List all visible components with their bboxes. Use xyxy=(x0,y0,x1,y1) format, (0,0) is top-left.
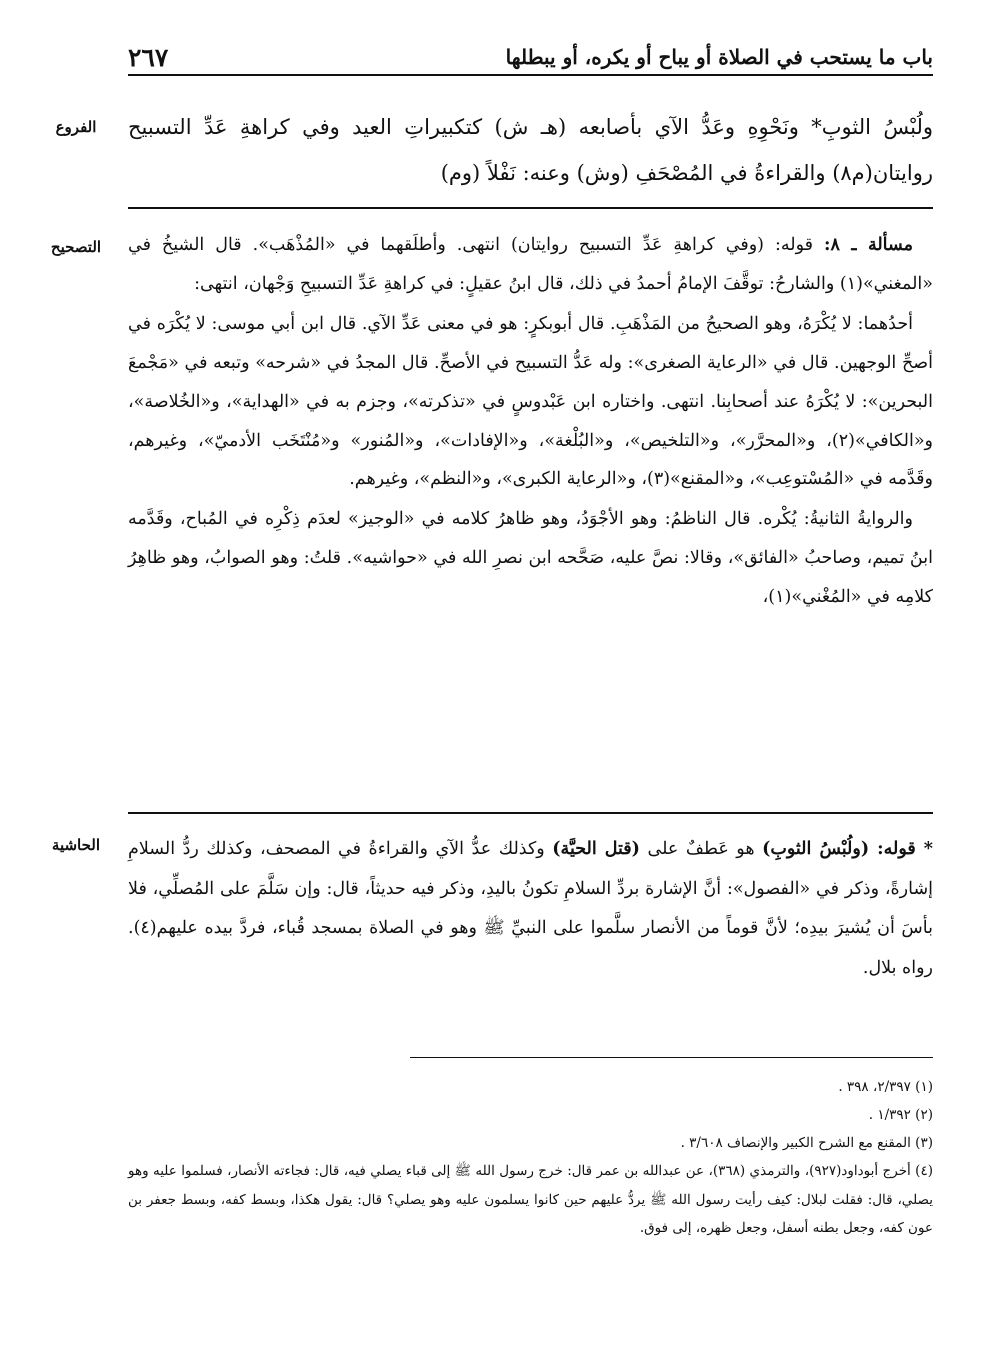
footnote-3: (٣) المقنع مع الشرح الكبير والإنصاف ٣/٦٠٨ . xyxy=(680,1135,933,1151)
tashih-p1-body: قوله: (وفي كراهةِ عَدِّ التسبيح روايتان) انتهى. وأطلَقهما في «المُذْهَب». قال الشيخُ في «المغني»(١) والشارحُ: توقَّفَ الإمامُ أحمدُ في ذلك، قال ابنُ عقيلٍ: في كراهةِ عَدِّ التسبيحِ وَجْهان، انتهى: xyxy=(128,235,933,294)
hashiya-text-2: وكذلك عدُّ الآي والقراءةُ في المصحف، وكذلك ردُّ السلامِ إشارةً، وذكر في «الفصول»: أنَّ الإشارة بردِّ السلامِ تكونُ باليدِ، وذكر فيه حديثاً، قال: وإن سَلَّمَ على المُصلِّي، فلا بأسَ أن يُشيرَ بيدِه؛ لأنَّ قوماً من الأنصار سلَّموا على النبيِّ ﷺ وهو في الصلاة بمسجد قُباء، فردَّ بيده عليهم(٤). رواه بلال. xyxy=(128,839,933,978)
chapter-title: باب ما يستحب في الصلاة أو يباح أو يكره، أو يبطلها xyxy=(505,45,933,69)
tashih-text xyxy=(128,226,933,617)
section-divider-2 xyxy=(128,812,933,814)
hashiya-text-1: هو عَطفٌ على xyxy=(647,839,755,859)
mas-ala-heading: مسألة ـ ٨: xyxy=(823,235,913,255)
side-label-hashiya: الحاشية xyxy=(51,836,101,854)
footnotes xyxy=(128,1073,933,1243)
hashiya-paragraph xyxy=(128,830,933,988)
section-divider xyxy=(128,207,933,209)
footnote-1: (١) ٢/٣٩٧، ٣٩٨ . xyxy=(838,1079,933,1095)
hashiya-text xyxy=(128,830,933,988)
furu-text xyxy=(128,104,933,196)
footnote-4: (٤) أخرج أبوداود(٩٢٧)، والترمذي (٣٦٨)، عن عبدالله بن عمر قال: خرج رسول الله ﷺ إلى قباء يصلي فيه، قال: فجاءته الأنصار، فسلموا عليه وهو يصلي، قال: فقلت لبلال: كيف رأيت رسول الله ﷺ يردُّ عليهم حين كانوا يسلمون عليه وهو يصلي؟ قال: يقول هكذا، وبسط كفه، وبسط جعفر بن عون كفه، وجعل بطنه أسفل، وجعل ظهره، إلى فوق. xyxy=(128,1163,933,1236)
footnote-2: (٢) ١/٣٩٢ . xyxy=(868,1107,933,1123)
tashih-paragraph-2: أحدُهما: لا يُكْرَهُ، وهو الصحيحُ من المَذْهَبِ. قال أبوبكرٍ: هو في معنى عَدِّ الآي. قال ابن أبي موسى: لا يُكْرَه في أصحِّ الوجهين. قال في «الرعاية الصغرى»: وله عَدُّ التسبيح في الأصحِّ. قال المجدُ في «شرحه» وتبعه في «مَجْمعَ البحرين»: لا يُكْرَهُ عند أصحابِنا. انتهى. واختاره ابن عَبْدوسٍ في «تذكرته»، وجزم به في «الهداية»، و«الخُلاصة»، و«الكافي»(٢)، و«المحرَّر»، و«التلخيص»، و«البُلْغة»، و«الإفادات»، و«المُنور» و«مُنْتَخَب الأدميّ»، وغيرهم، وقَدَّمه في «المُسْتوعِب»، و«المقنع»(٣)، و«الرعاية الكبرى»، و«النظم»، وغيرهم. xyxy=(128,313,933,490)
furu-paragraph: ولُبْسُ الثوبِ* ونَحْوِهِ وعَدُّ الآي بأصابعه (هـ ش) كتكبيراتِ العيد وفي كراهةِ عَدِّ التسبيح روايتان(م٨) والقراءةُ في المُصْحَفِ (وش) وعنه: نَفْلاً (وم) xyxy=(128,115,933,185)
running-header xyxy=(128,40,933,76)
page-number: ٢٦٧ xyxy=(128,42,169,72)
tashih-paragraph-3: والروايةُ الثانيةُ: يُكْره. قال الناظمُ: وهو الأجْوَدُ، وهو ظاهرُ كلامه في «الوجيز» لعدَم ذِكْرِه في المُباح، وقَدَّمه ابنُ تميم، وصاحبُ «الفائق»، وقالا: نصَّ عليه، صَحَّحه ابن نصرِ الله في «حواشيه». قلتُ: وهو الصوابُ، وهو ظاهِرُ كلامِه في «المُغْني»(١)، xyxy=(128,509,933,608)
hashiya-lead: * قوله: (ولُبْسُ الثوبِ) xyxy=(762,839,933,859)
footnote-separator xyxy=(410,1057,933,1058)
hashiya-bold-ref: (قتل الحيَّة) xyxy=(552,839,640,859)
side-label-furu: الفروع xyxy=(55,118,97,136)
tashih-paragraph-1 xyxy=(128,226,933,304)
side-label-tashih: التصحيح xyxy=(50,238,102,256)
